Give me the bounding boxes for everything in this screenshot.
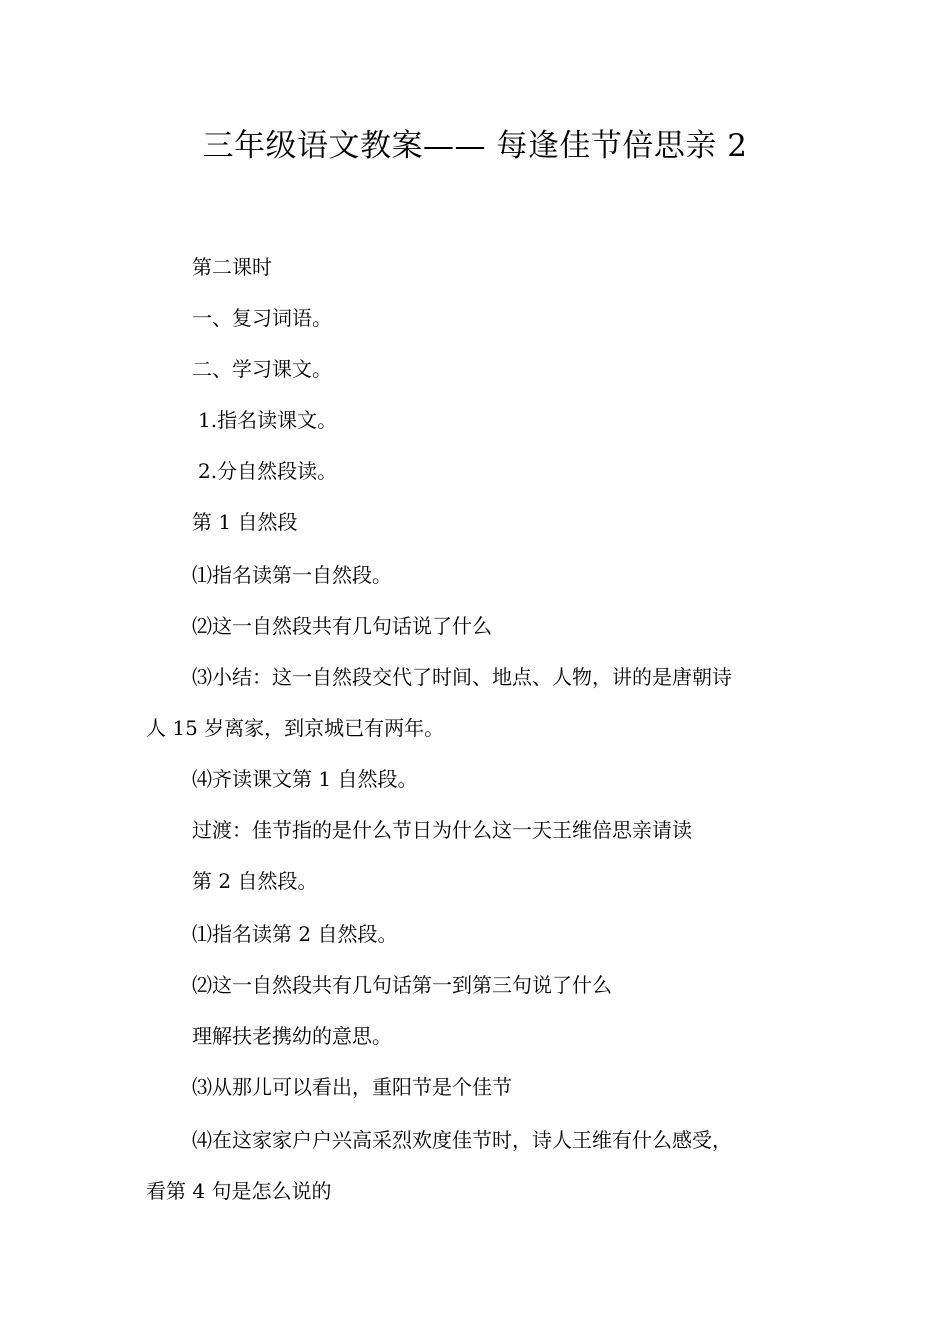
paragraph-line: ⑴指名读第 2 自然段。: [192, 922, 398, 946]
paragraph-line: ⑶从那儿可以看出，重阳节是个佳节: [192, 1075, 512, 1099]
paragraph-line: ⑵这一自然段共有几句话说了什么: [192, 614, 492, 638]
paragraph-line: 二、学习课文。: [192, 357, 332, 381]
paragraph-line: 看第 4 句是怎么说的: [146, 1179, 332, 1203]
paragraph-line: 第二课时: [192, 255, 272, 279]
paragraph-line: 2.分自然段读。: [198, 459, 338, 483]
paragraph-line: 1.指名读课文。: [198, 408, 338, 432]
paragraph-line: ⑴指名读第一自然段。: [192, 563, 392, 587]
document-title: 三年级语文教案—— 每逢佳节倍思亲 2: [202, 128, 748, 164]
paragraph-line: 第 2 自然段。: [192, 869, 318, 893]
paragraph-line: ⑶小结：这一自然段交代了时间、地点、人物，讲的是唐朝诗: [192, 665, 732, 689]
paragraph-line: ⑷齐读课文第 1 自然段。: [192, 767, 418, 791]
paragraph-line: 理解扶老携幼的意思。: [192, 1024, 392, 1048]
paragraph-line: ⑵这一自然段共有几句话第一到第三句说了什么: [192, 973, 612, 997]
paragraph-line: ⑷在这家家户户兴高采烈欢度佳节时，诗人王维有什么感受，: [192, 1128, 732, 1152]
paragraph-line: 一、复习词语。: [192, 306, 332, 330]
paragraph-line: 第 1 自然段: [192, 510, 298, 534]
paragraph-line: 人 15 岁离家，到京城已有两年。: [146, 716, 445, 740]
paragraph-line: 过渡：佳节指的是什么节日为什么这一天王维倍思亲请读: [192, 818, 692, 842]
